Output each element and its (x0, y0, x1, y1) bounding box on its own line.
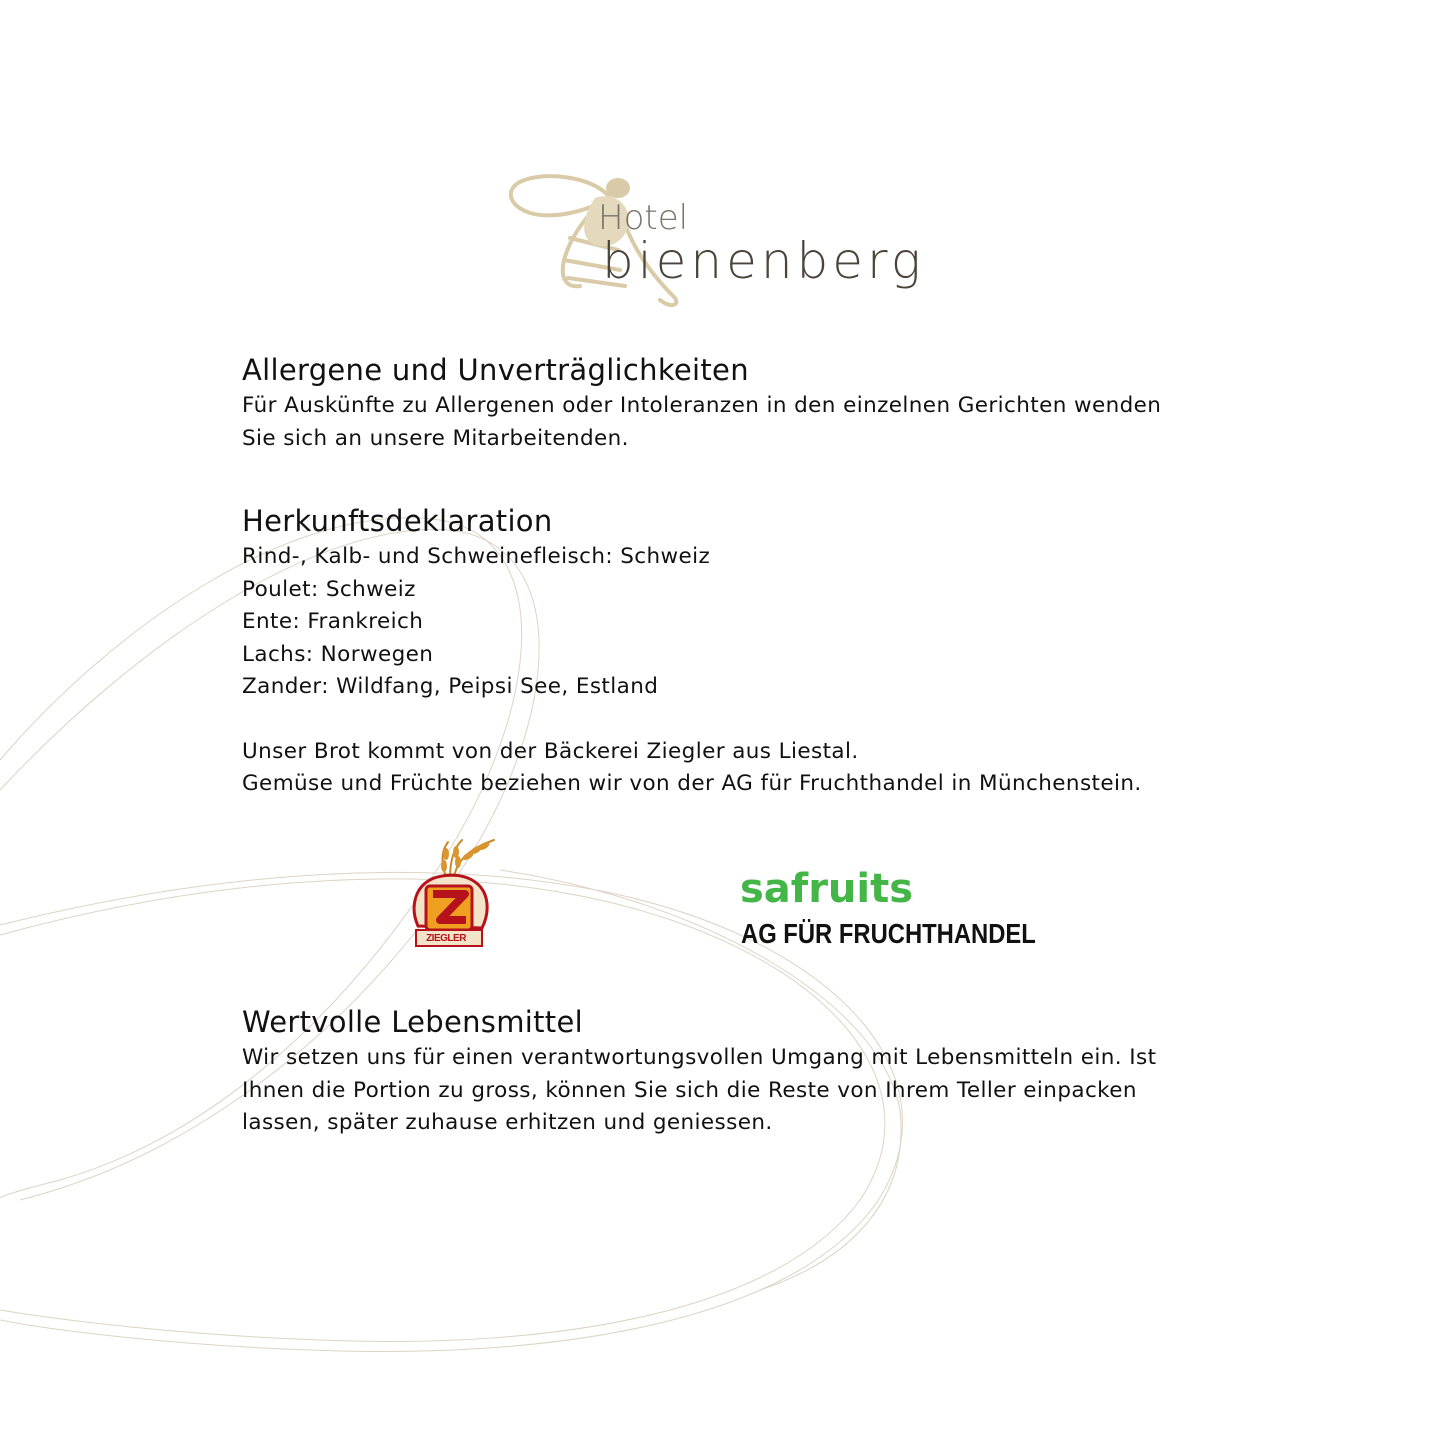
wertvoll-text-line: lassen, später zuhause erhitzen und geniessen. (242, 1110, 773, 1135)
allergene-heading: Allergene und Unverträglichkeiten (242, 353, 749, 387)
wertvoll-heading: Wertvolle Lebensmittel (242, 1005, 583, 1039)
allergene-text-line: Für Auskünfte zu Allergenen oder Intoleranzen in den einzelnen Gerichten wenden (242, 393, 1162, 418)
section-herkunft (242, 501, 1222, 801)
hotel-logo (500, 168, 960, 318)
safruits-subtitle: AG FÜR FRUCHTHANDEL (741, 918, 1036, 949)
wertvoll-text-line: Wir setzen uns für einen verantwortungsvollen Umgang mit Lebensmitteln ein. Ist (242, 1045, 1157, 1070)
ziegler-wordmark: ZIEGLER (426, 933, 466, 944)
origin-item: Lachs: Norwegen (242, 641, 434, 667)
origin-item: Rind-, Kalb- und Schweinefleisch: Schweiz (242, 544, 711, 569)
origin-item: Poulet: Schweiz (242, 576, 416, 602)
herkunft-heading: Herkunftsdeklaration (242, 504, 553, 538)
supplier-bread-text: Unser Brot kommt von der Bäckerei Ziegler aus Liestal. (242, 738, 859, 764)
section-wertvoll (242, 1002, 1222, 1140)
allergene-text-line: Sie sich an unsere Mitarbeitenden. (242, 425, 629, 451)
supplier-fruit-text: Gemüse und Früchte beziehen wir von der AG für Fruchthandel in Münchenstein. (242, 771, 1142, 796)
logo-brand-word: bienenberg (602, 232, 925, 290)
origin-item: Zander: Wildfang, Peipsi See, Estland (242, 674, 659, 699)
logo-hotel-word: Hotel (598, 198, 689, 238)
ziegler-logo (406, 838, 501, 953)
origin-item: Ente: Frankreich (242, 609, 424, 634)
wertvoll-text-line: Ihnen die Portion zu gross, können Sie sich die Reste von Ihrem Teller einpacken (242, 1077, 1137, 1103)
origin-list (242, 541, 1222, 704)
safruits-logo (740, 866, 1060, 957)
safruits-wordmark: safruits (740, 866, 914, 912)
section-allergene (242, 350, 1222, 455)
